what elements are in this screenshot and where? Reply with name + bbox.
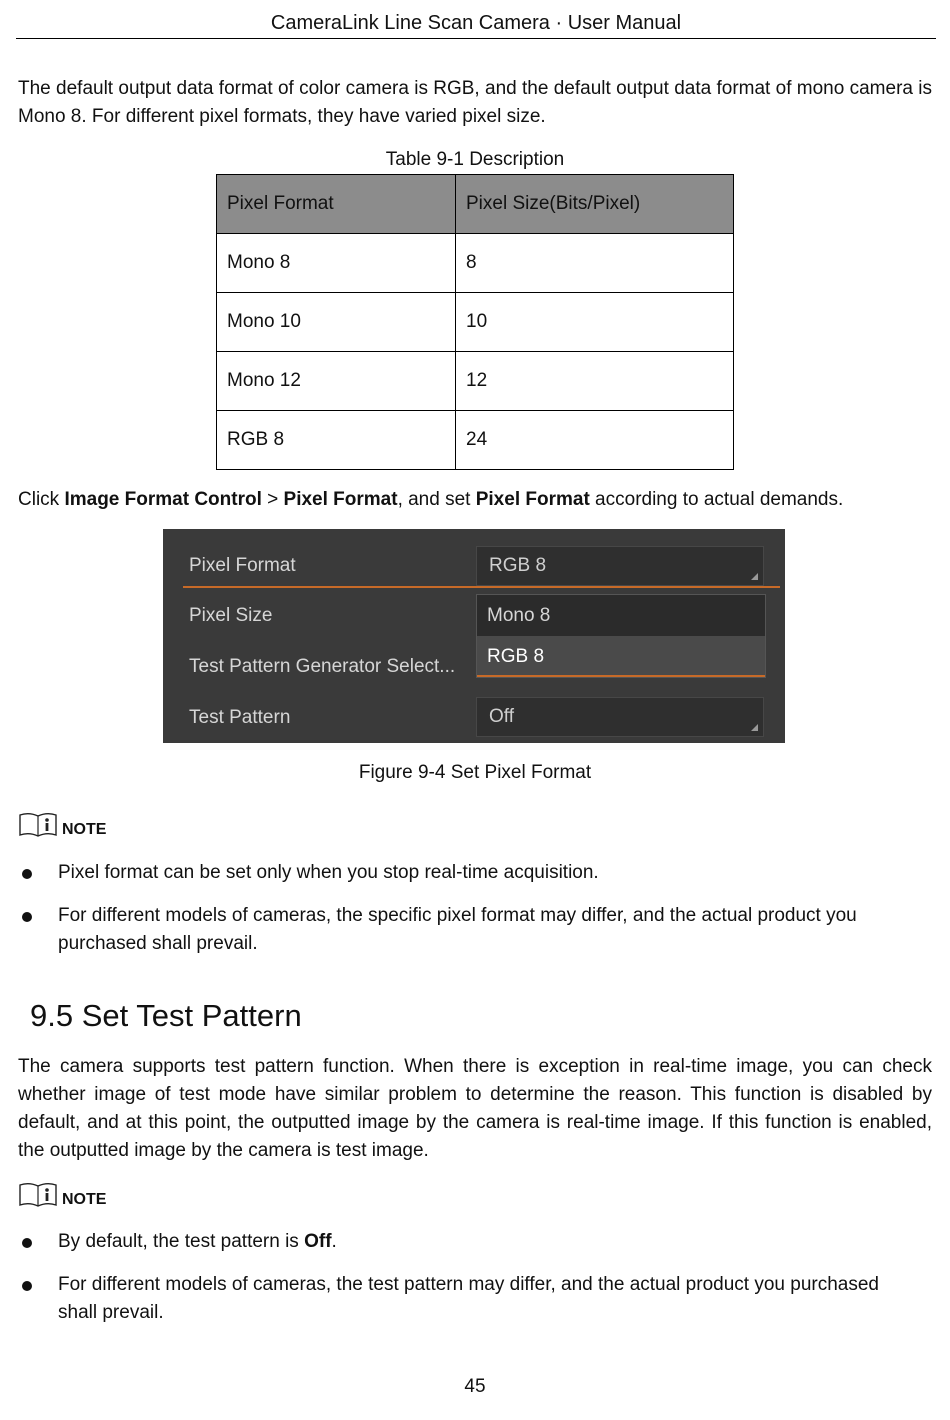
bullet-icon bbox=[22, 1281, 32, 1291]
list-item-text-part: By default, the test pattern is bbox=[58, 1231, 305, 1252]
table-row bbox=[217, 352, 734, 411]
section-heading: 9.5 Set Test Pattern bbox=[30, 998, 302, 1033]
list-item-text: For different models of cameras, the test pattern may differ, and the actual product you purchased shall prevail. bbox=[58, 1274, 879, 1323]
list-item bbox=[18, 1228, 918, 1256]
test-pattern-value: Off bbox=[489, 706, 514, 727]
list-item-text: For different models of cameras, the specific pixel format may differ, and the actual product you purchased shall prevail. bbox=[58, 905, 857, 954]
pixel-size-label: Pixel Size bbox=[189, 605, 273, 626]
table-row bbox=[217, 411, 734, 470]
note-label: NOTE bbox=[62, 821, 107, 838]
table-header-row bbox=[217, 175, 734, 234]
test-pattern-generator-label: Test Pattern Generator Select... bbox=[189, 656, 456, 677]
instruction-text: according to actual demands. bbox=[589, 489, 844, 510]
note-label: NOTE bbox=[62, 1191, 107, 1208]
instruction-text: , and set bbox=[397, 489, 476, 510]
list-item bbox=[18, 859, 918, 887]
note-book-icon bbox=[18, 812, 58, 838]
table-cell: Mono 8 bbox=[217, 234, 456, 293]
note-book-icon bbox=[18, 1182, 58, 1208]
instruction-bold: Image Format Control bbox=[64, 489, 262, 510]
instruction-line bbox=[18, 486, 932, 514]
instruction-bold: Pixel Format bbox=[283, 489, 398, 510]
dropdown-corner-icon bbox=[751, 573, 758, 580]
instruction-bold: Pixel Format bbox=[475, 489, 590, 510]
table-cell: 12 bbox=[456, 352, 734, 411]
page-header: CameraLink Line Scan Camera · User Manual bbox=[16, 8, 936, 39]
intro-paragraph: The default output data format of color camera is RGB, and the default output data format of mono camera is Mono 8. For different pixel formats, they have varied pixel size. bbox=[18, 78, 932, 127]
list-item-bold: Off bbox=[304, 1231, 332, 1252]
pixel-format-select[interactable] bbox=[476, 546, 764, 586]
pixel-format-value: RGB 8 bbox=[489, 555, 547, 576]
selected-row-underline bbox=[183, 586, 780, 588]
figure-caption: Figure 9-4 Set Pixel Format bbox=[358, 762, 592, 783]
table-cell: Mono 10 bbox=[217, 293, 456, 352]
table-cell: 8 bbox=[456, 234, 734, 293]
list-item-text-part: . bbox=[331, 1231, 337, 1252]
dropdown-option-mono8[interactable]: Mono 8 bbox=[487, 605, 551, 626]
test-pattern-select[interactable] bbox=[476, 697, 764, 737]
test-pattern-label: Test Pattern bbox=[189, 707, 291, 728]
table-header-cell: Pixel Size(Bits/Pixel) bbox=[456, 175, 734, 234]
instruction-text: > bbox=[261, 489, 284, 510]
pixel-format-table bbox=[216, 174, 734, 470]
table-cell: 10 bbox=[456, 293, 734, 352]
note-heading bbox=[18, 812, 106, 839]
pixel-format-screenshot bbox=[163, 529, 785, 743]
instruction-text: Click bbox=[18, 489, 65, 510]
table-row bbox=[217, 293, 734, 352]
table-row bbox=[217, 234, 734, 293]
dropdown-option-rgb8[interactable]: RGB 8 bbox=[477, 636, 765, 677]
list-item bbox=[18, 1271, 918, 1327]
bullet-icon bbox=[22, 1238, 32, 1248]
bullet-icon bbox=[22, 912, 32, 922]
table-cell: RGB 8 bbox=[217, 411, 456, 470]
table-caption: Table 9-1 Description bbox=[385, 149, 565, 170]
page-number: 45 bbox=[464, 1376, 486, 1397]
table-cell: 24 bbox=[456, 411, 734, 470]
pixel-format-label: Pixel Format bbox=[189, 555, 296, 576]
list-item-text bbox=[58, 1228, 918, 1256]
note-heading bbox=[18, 1182, 106, 1209]
pixel-format-dropdown bbox=[476, 594, 766, 678]
table-cell: Mono 12 bbox=[217, 352, 456, 411]
table-header-cell: Pixel Format bbox=[217, 175, 456, 234]
bullet-icon bbox=[22, 869, 32, 879]
section-paragraph: The camera supports test pattern function. When there is exception in real-time image, you can check whether image of test mode have similar problem to determine the reason. This function is disabled by default, and at this point, the outputted image by the camera is real-time image. If this function is enabled, the outputted image by the camera is test image. bbox=[18, 1056, 932, 1161]
dropdown-corner-icon bbox=[751, 724, 758, 731]
list-item-text: Pixel format can be set only when you stop real-time acquisition. bbox=[58, 862, 599, 883]
list-item bbox=[18, 902, 918, 958]
